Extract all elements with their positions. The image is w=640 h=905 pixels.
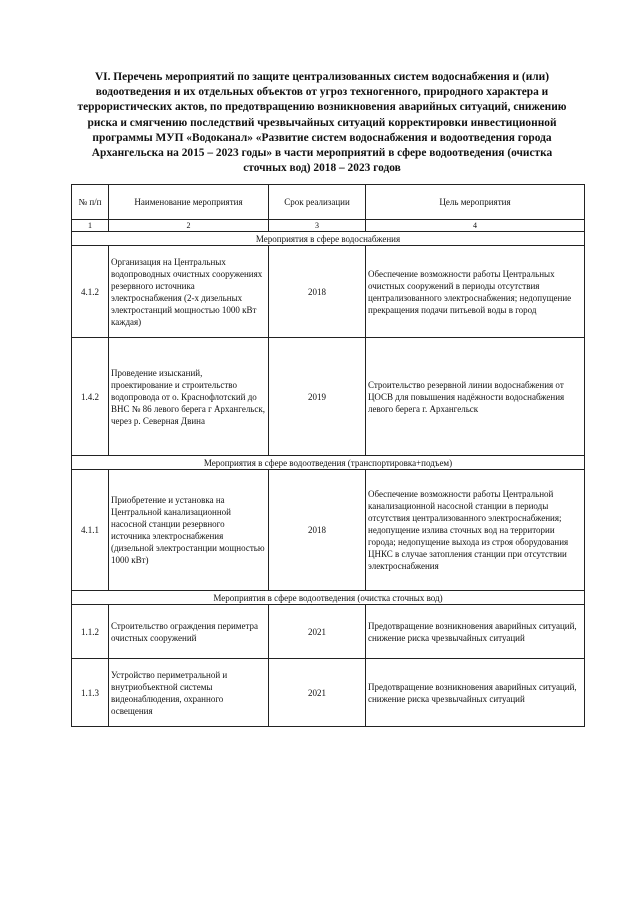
table-header-row <box>72 185 585 220</box>
table-row <box>72 659 585 727</box>
row-goal: Предотвращение возникновения аварийных ситуаций, снижение риска чрезвычайных ситуаций <box>366 605 585 659</box>
row-name: Организация на Центральных водопроводных очистных сооружениях резервного источника электроснабжения (2-х дизельных электростанций мощностью 1000 кВт каждая) <box>109 246 269 338</box>
section-row <box>72 232 585 246</box>
section-row <box>72 456 585 470</box>
row-term: 2018 <box>269 470 366 591</box>
row-num: 1.1.2 <box>72 605 109 659</box>
table-row <box>72 246 585 338</box>
section-title: Мероприятия в сфере водоотведения (очистка сточных вод) <box>72 591 585 605</box>
column-numbers-row <box>72 220 585 232</box>
row-goal: Предотвращение возникновения аварийных ситуаций, снижение риска чрезвычайных ситуаций <box>366 659 585 727</box>
row-num: 4.1.1 <box>72 470 109 591</box>
row-term: 2021 <box>269 659 366 727</box>
table-row <box>72 470 585 591</box>
row-term: 2018 <box>269 246 366 338</box>
row-name: Проведение изысканий, проектирование и строительство водопровода от о. Краснофлотский до ВНС № 86 левого берега г Архангельск, через р. Северная Двина <box>109 338 269 456</box>
row-name: Строительство ограждения периметра очистных сооружений <box>109 605 269 659</box>
col-number: 3 <box>269 220 366 232</box>
measures-table <box>71 184 585 727</box>
header-num: № п/п <box>72 185 109 220</box>
section-row <box>72 591 585 605</box>
col-number: 4 <box>366 220 585 232</box>
table-row <box>72 605 585 659</box>
table-row <box>72 338 585 456</box>
row-goal: Строительство резервной линии водоснабжения от ЦОСВ для повышения надёжности водоснабжения левого берега г. Архангельск <box>366 338 585 456</box>
row-goal: Обеспечение возможности работы Центральной канализационной насосной станции в периоды отсутствия централизованного электроснабжения; недопущение излива сточных вод на территории города; недопущение выхода из строя оборудования ЦНКС в случае затопления станции при отсутствии электроснабжения <box>366 470 585 591</box>
header-term: Срок реализации <box>269 185 366 220</box>
row-term: 2019 <box>269 338 366 456</box>
section-title: Мероприятия в сфере водоснабжения <box>72 232 585 246</box>
row-num: 4.1.2 <box>72 246 109 338</box>
section-title: Мероприятия в сфере водоотведения (транспортировка+подъем) <box>72 456 585 470</box>
header-goal: Цель мероприятия <box>366 185 585 220</box>
row-num: 1.4.2 <box>72 338 109 456</box>
col-number: 2 <box>109 220 269 232</box>
col-number: 1 <box>72 220 109 232</box>
header-name: Наименование мероприятия <box>109 185 269 220</box>
row-goal: Обеспечение возможности работы Центральных очистных сооружений в периоды отсутствия централизованного электроснабжения; недопущение прекращения подачи питьевой воды в город <box>366 246 585 338</box>
document-title: VI. Перечень мероприятий по защите централизованных систем водоснабжения и (или) водоотведения и их отдельных объектов от угроз техногенного, природного характера и террористических актов, по предотвращению возникновения аварийных ситуаций, снижению риска и смягчению последствий чрезвычайных ситуаций корректировки инвестиционной программы МУП «Водоканал» «Развитие систем водоснабжения и водоотведения города Архангельска на 2015 – 2023 годы» в части мероприятий в сфере водоотведения (очистка сточных вод) 2018 – 2023 годов <box>77 71 567 175</box>
row-term: 2021 <box>269 605 366 659</box>
row-num: 1.1.3 <box>72 659 109 727</box>
row-name: Приобретение и установка на Центральной канализационной насосной станции резервного источника электроснабжения (дизельной электростанции мощностью 1000 кВт) <box>109 470 269 591</box>
row-name: Устройство периметральной и внутриобъектной системы видеонаблюдения, охранного освещения <box>109 659 269 727</box>
